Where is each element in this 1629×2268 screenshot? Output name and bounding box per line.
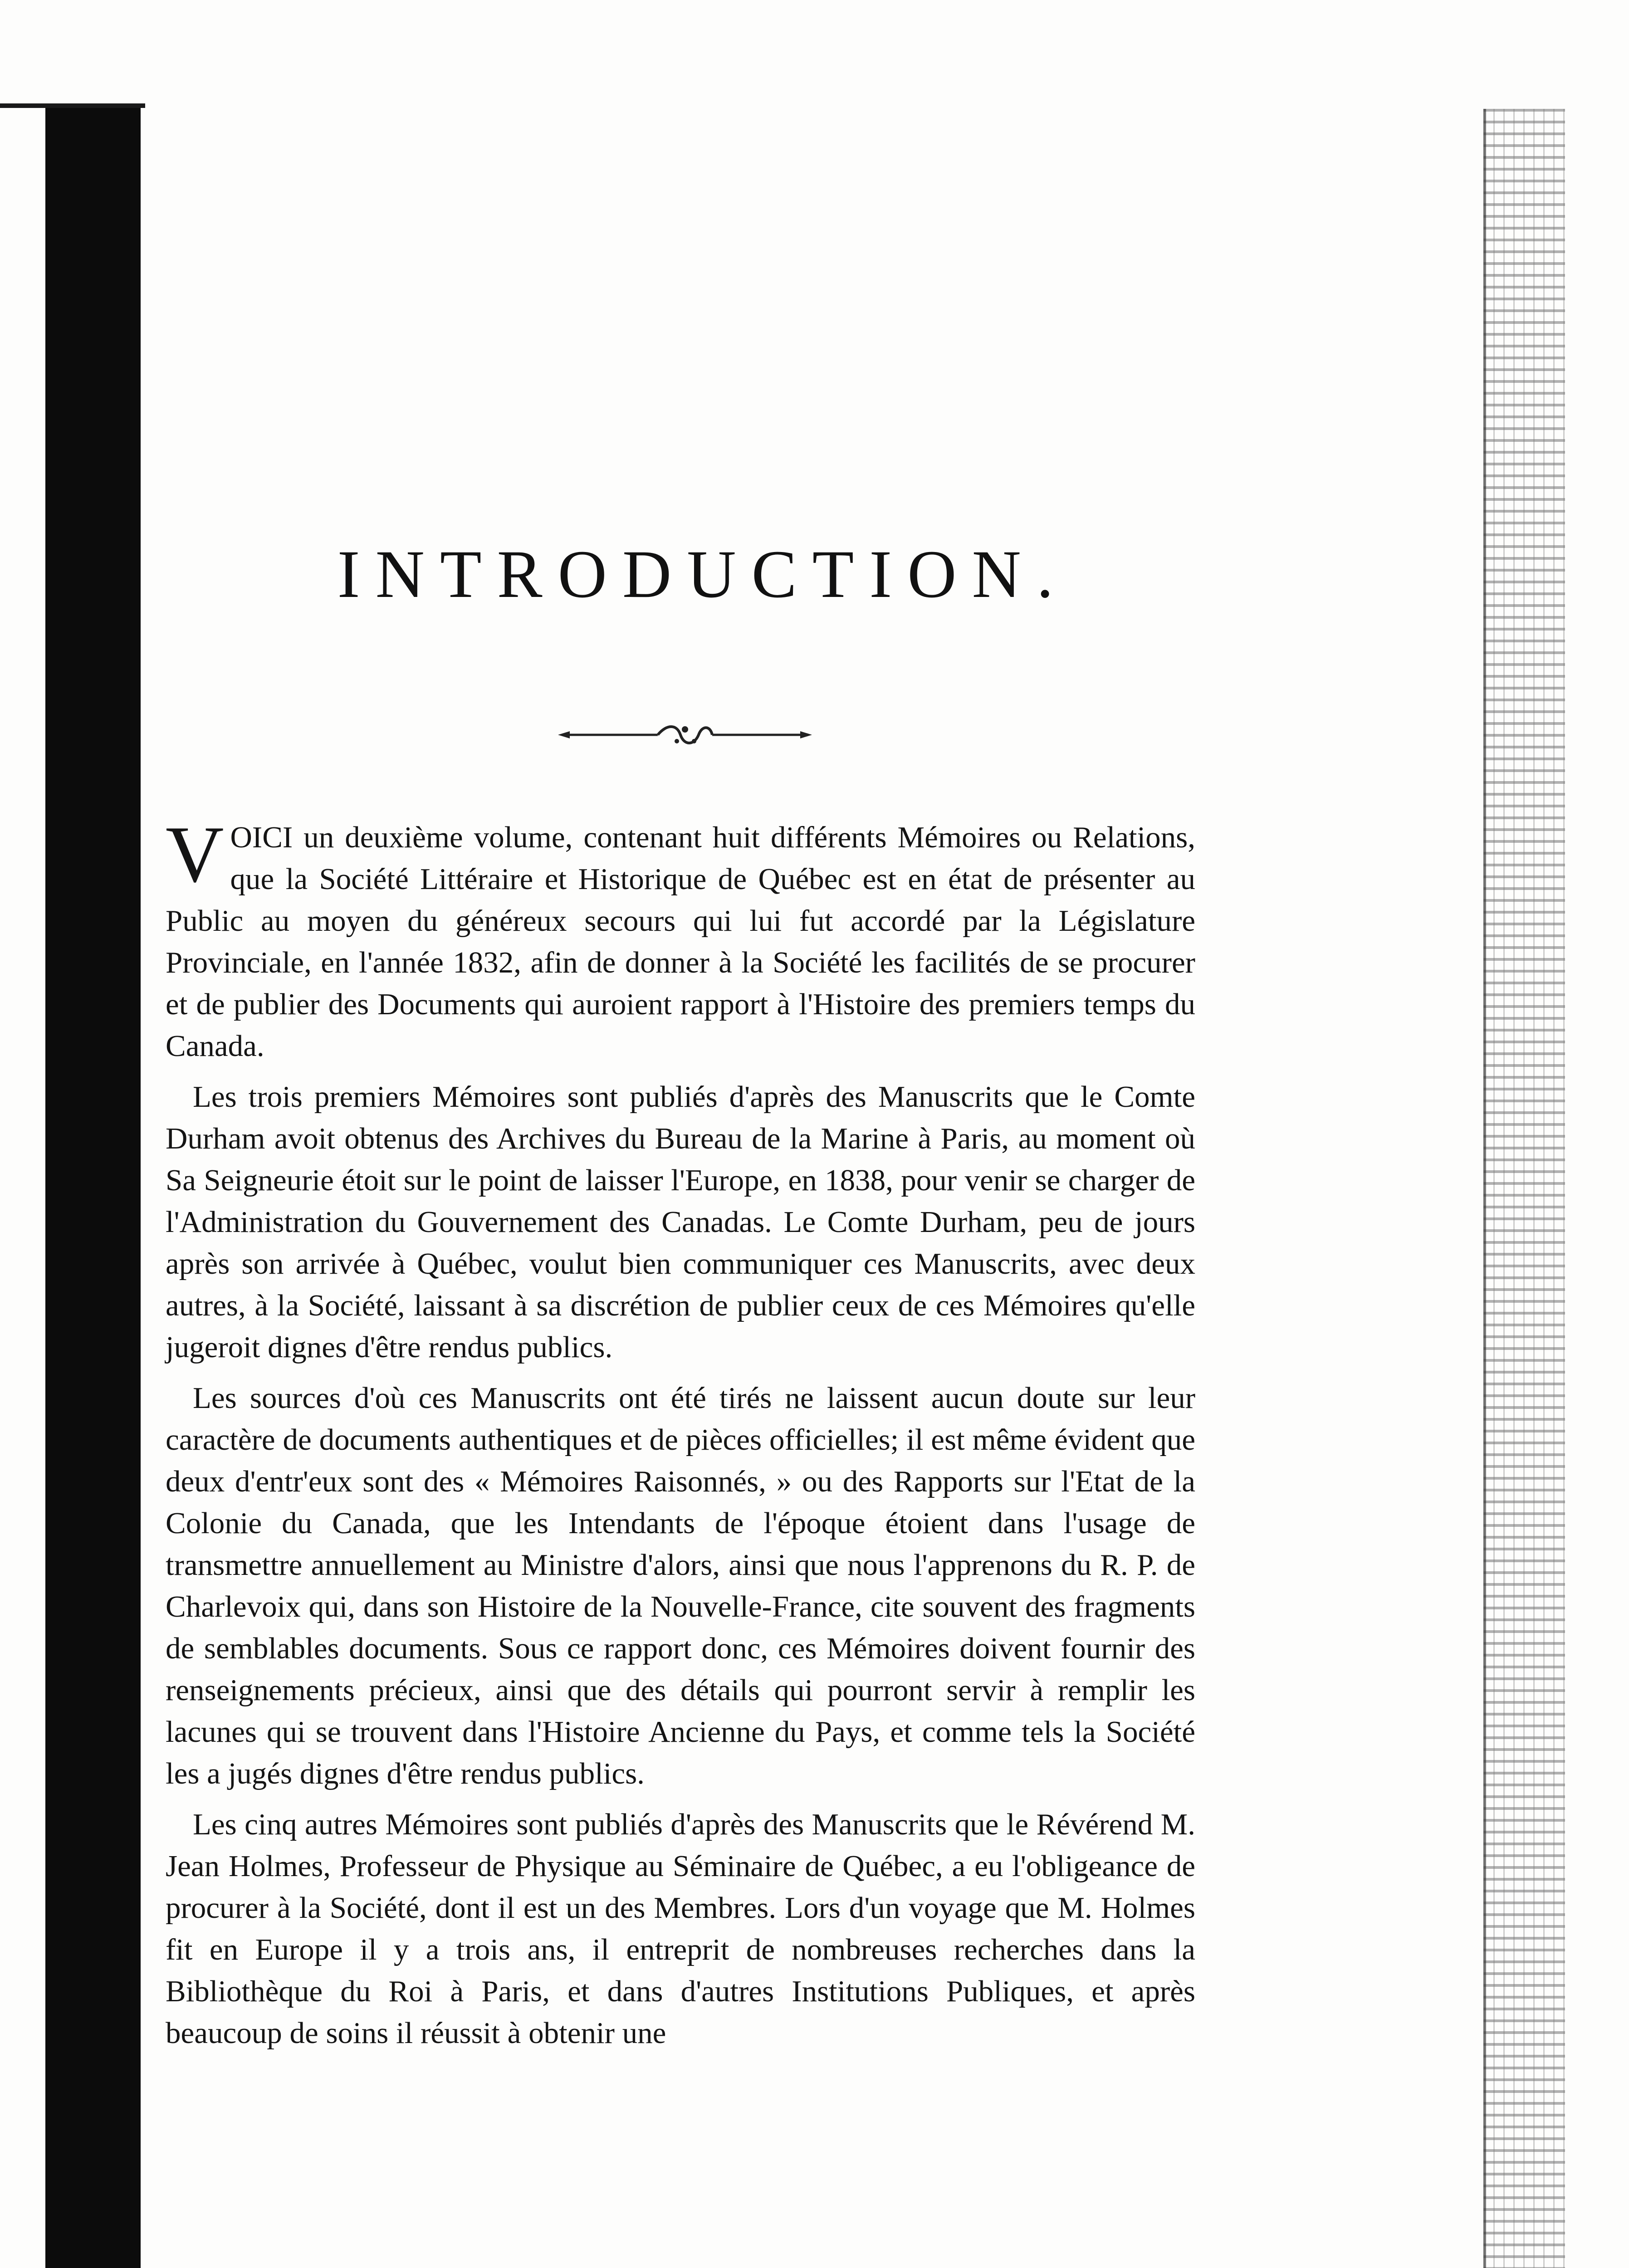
lead-word: OICI: [230, 821, 293, 854]
binding-edge-top: [0, 103, 145, 108]
page-title: INTRODUCTION.: [337, 537, 1069, 612]
ornament-divider-icon: [558, 721, 812, 748]
binding-spine: [45, 104, 141, 2268]
body-text: [166, 809, 1195, 2063]
page-edge-shadow: [1483, 109, 1565, 2268]
paragraph-text: un deuxième volume, contenant huit différents Mémoires ou Relations, que la Société Littéraire et Historique de Québec est en état de présenter au Public au moyen du généreux secours qui lui fut accordé par la Législature Provinciale, en l'année 1832, afin de donner à la Société les facilités de se procurer et de publier des Documents qui auroient rapport à l'Histoire des premiers temps du Canada.: [166, 821, 1195, 1063]
drop-cap: V: [166, 809, 224, 899]
page-edge-line: [1483, 109, 1486, 2268]
paragraph-2: Les trois premiers Mémoires sont publiés d'après des Manuscrits que le Comte Durham avoit obtenus des Archives du Bureau de la Marine à Paris, au moment où Sa Seigneurie étoit sur le point de laisser l'Europe, en 1838, pour venir se charger de l'Administration du Gouvernement des Canadas. Le Comte Durham, peu de jours après son arrivée à Québec, voulut bien communiquer ces Manuscrits, avec deux autres, à la Société, laissant à sa discrétion de publier ceux de ces Mémoires qu'elle jugeroit dignes d'être rendus publics.: [166, 1080, 1195, 1364]
paragraph-3: Les sources d'où ces Manuscrits ont été tirés ne laissent aucun doute sur leur caractère de documents authentiques et de pièces officielles; il est même évident que deux d'entr'eux sont des « Mémoires Raisonnés, » ou des Rapports sur l'Etat de la Colonie du Canada, que les Intendants de l'époque étoient dans l'usage de transmettre annuellement au Ministre d'alors, ainsi que nous l'apprenons du R. P. de Charlevoix qui, dans son Histoire de la Nouvelle-France, cite souvent des fragments de semblables documents. Sous ce rapport donc, ces Mémoires doivent fournir des renseignements précieux, ainsi que des détails qui pourront servir à remplir les lacunes qui se trouvent dans l'Histoire Ancienne du Pays, et comme tels la Société les a jugés dignes d'être rendus publics.: [166, 1381, 1195, 1790]
paragraph-4: Les cinq autres Mémoires sont publiés d'après des Manuscrits que le Révérend M. Jean Holmes, Professeur de Physique au Séminaire de Québec, a eu l'obligeance de procurer à la Société, dont il est un des Membres. Lors d'un voyage que M. Holmes fit en Europe il y a trois ans, il entreprit de nombreuses recherches dans la Bibliothèque du Roi à Paris, et dans d'autres Institutions Publiques, et après beaucoup de soins il réussit à obtenir une: [166, 1808, 1195, 2050]
paragraph-1: [166, 809, 1195, 1067]
